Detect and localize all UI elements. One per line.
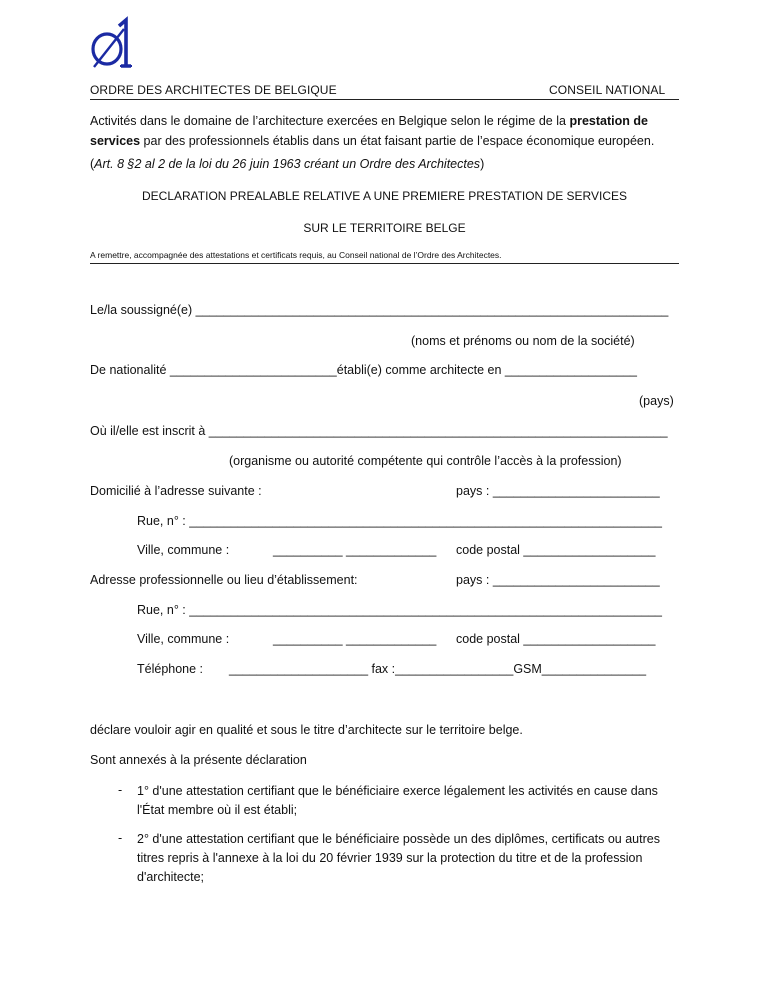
adresse-pro-ville-field[interactable]: __________ _____________ [273, 632, 437, 646]
law-reference [90, 157, 484, 171]
domicile-ville-field[interactable]: __________ _____________ [273, 543, 437, 557]
domicile-label: Domicilié à l’adresse suivante : [90, 484, 262, 498]
adresse-pro-pays-field[interactable]: pays : ________________________ [456, 573, 660, 587]
instruction-note: A remettre, accompagnée des attestations et certificats requis, au Conseil national de l’Ordre des Architectes. [90, 250, 502, 260]
adresse-pro-ville-label: Ville, commune : [137, 632, 230, 646]
law-reference-text: Art. 8 §2 al 2 de la loi du 26 juin 1963 créant un Ordre des Architectes [94, 157, 481, 171]
pays-hint: (pays) [639, 394, 674, 408]
nationalite-field[interactable]: De nationalité ________________________établi(e) comme architecte en ___________________ [90, 363, 637, 377]
domicile-rue-field[interactable]: Rue, n° : ____________________________________________________________________ [137, 514, 662, 528]
telephone-fax-gsm-field[interactable]: ____________________ fax :_________________GSM_______________ [229, 662, 647, 676]
telephone-label: Téléphone : [137, 662, 204, 676]
inscrit-field[interactable]: Où il/elle est inscrit à __________________________________________________________________ [90, 424, 668, 438]
soussigne-field[interactable]: Le/la soussigné(e) ____________________________________________________________________ [90, 303, 669, 317]
declaration-statement: déclare vouloir agir en qualité et sous le titre d’architecte sur le territoire belge. [90, 723, 523, 737]
oa-logo-mark [90, 14, 146, 70]
council-name: CONSEIL NATIONAL [549, 83, 666, 97]
annex-item-1: 1° d'une attestation certifiant que le bénéficiaire exerce légalement les activités en cause dans l'État membre où il est établi; [137, 784, 658, 817]
title-rule [90, 263, 679, 264]
domicile-ville-label: Ville, commune : [137, 543, 230, 557]
adresse-pro-label: Adresse professionnelle ou lieu d’établissement: [90, 573, 358, 587]
annex-item-2: 2° d'une attestation certifiant que le bénéficiaire possède un des diplômes, certificats ou autres titres repris à l'annexe à la loi du 20 février 1939 sur la protection du titre et de la profession d'architecte; [137, 832, 660, 884]
ref-close: ) [480, 157, 485, 171]
declaration-title-1: DECLARATION PREALABLE RELATIVE A UNE PREMIERE PRESTATION DE SERVICES [141, 189, 628, 203]
annex-dash-2: - [118, 831, 123, 845]
adresse-pro-code-postal-field[interactable]: code postal ___________________ [456, 632, 656, 646]
domicile-pays-field[interactable]: pays : ________________________ [456, 484, 660, 498]
domicile-code-postal-field[interactable]: code postal ___________________ [456, 543, 656, 557]
header-rule [90, 99, 679, 100]
organisme-hint: (organisme ou autorité compétente qui contrôle l’accès à la profession) [229, 454, 622, 468]
adresse-pro-rue-field[interactable]: Rue, n° : ____________________________________________________________________ [137, 603, 662, 617]
intro-bold-2: services [90, 134, 141, 148]
intro-text-1: Activités dans le domaine de l’architecture exercées en Belgique selon le régime de la [90, 114, 570, 128]
intro-paragraph [90, 111, 680, 151]
noms-hint: (noms et prénoms ou nom de la société) [411, 334, 635, 348]
intro-text-2: par des professionnels établis dans un état faisant partie de l’espace économique européen. [140, 134, 655, 148]
ref-open: ( [90, 157, 95, 171]
annexes-title: Sont annexés à la présente déclaration [90, 753, 307, 767]
org-name: ORDRE DES ARCHITECTES DE BELGIQUE [90, 83, 337, 97]
oa-logo [90, 14, 146, 73]
intro-bold-1: prestation de [569, 114, 648, 128]
declaration-title-2: SUR LE TERRITOIRE BELGE [303, 221, 466, 235]
annex-dash-1: - [118, 783, 123, 797]
